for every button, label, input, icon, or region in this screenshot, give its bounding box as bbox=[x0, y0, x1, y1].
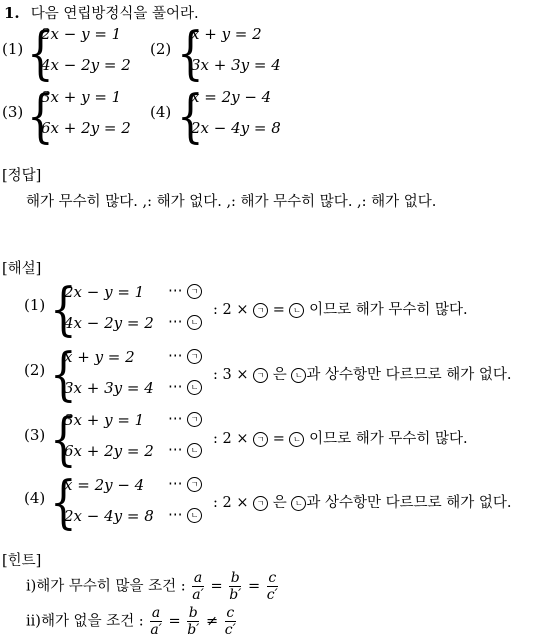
equation: x = 2y − 4 bbox=[191, 88, 272, 106]
brace: { bbox=[50, 406, 77, 473]
circle-giyeok-icon: ㄱ bbox=[187, 412, 202, 427]
circle-giyeok-icon: ㄱ bbox=[187, 477, 202, 492]
fraction: $\frac{b}{b'}$ bbox=[187, 605, 200, 638]
problem-instruction: 다음 연립방정식을 풀어라. bbox=[30, 6, 199, 22]
operator: ≠ bbox=[205, 613, 219, 630]
hint-text: 해가 없을 조건 : bbox=[40, 613, 144, 630]
reasoning: : 2 × ㄱ 은 ㄴ 과 상수항만 다르므로 해가 없다. bbox=[213, 495, 512, 511]
equation: 2x − 4y = 8 bbox=[64, 507, 154, 525]
equation: 2x − 4y = 8 bbox=[191, 119, 281, 137]
item-label: (3) bbox=[24, 426, 46, 444]
answer-heading: [정답] bbox=[2, 168, 42, 184]
circle-nieun-icon: ㄴ bbox=[187, 380, 202, 395]
circle-giyeok-icon: ㄱ bbox=[253, 368, 268, 383]
circle-giyeok-icon: ㄱ bbox=[253, 303, 268, 318]
item-label: (4) bbox=[24, 489, 46, 507]
hint-marker: ⅰ) bbox=[26, 578, 37, 595]
circle-nieun-icon: ㄴ bbox=[289, 303, 304, 318]
equation: 6x + 2y = 2 bbox=[64, 442, 154, 460]
item-label: (1) bbox=[24, 296, 46, 314]
equation: x + y = 2 bbox=[64, 348, 135, 366]
equation-tag-1: ⋯ ㄱ bbox=[168, 411, 202, 427]
equation: 2x − y = 1 bbox=[41, 25, 122, 43]
fraction: $\frac{a}{a'}$ bbox=[192, 570, 204, 603]
equation-tag-2: ⋯ ㄴ bbox=[168, 507, 202, 523]
hint-line-2 bbox=[26, 605, 238, 638]
equation-tag-2: ⋯ ㄴ bbox=[168, 442, 202, 458]
equation-tag-1: ⋯ ㄱ bbox=[168, 476, 202, 492]
fraction: $\frac{a}{a'}$ bbox=[150, 605, 162, 638]
equation: x + y = 2 bbox=[191, 25, 262, 43]
system-label: (1) bbox=[2, 40, 24, 58]
equation: 3x + 3y = 4 bbox=[191, 56, 281, 74]
reasoning: : 3 × ㄱ 은 ㄴ 과 상수항만 다르므로 해가 없다. bbox=[213, 367, 512, 383]
equation: 4x − 2y = 2 bbox=[41, 56, 131, 74]
fraction: $\frac{b}{b'}$ bbox=[229, 570, 242, 603]
reasoning: : 2 × ㄱ = ㄴ 이므로 해가 무수히 많다. bbox=[213, 431, 468, 447]
brace: { bbox=[27, 20, 54, 87]
brace: { bbox=[177, 20, 204, 87]
problem-number: 1. bbox=[4, 4, 20, 22]
item-label: (2) bbox=[24, 361, 46, 379]
circle-giyeok-icon: ㄱ bbox=[253, 432, 268, 447]
system-label: (3) bbox=[2, 103, 24, 121]
brace: { bbox=[27, 83, 54, 150]
operator: = bbox=[168, 613, 181, 630]
equation: 4x − 2y = 2 bbox=[64, 314, 154, 332]
hint-marker: ⅱ) bbox=[26, 613, 41, 630]
circle-nieun-icon: ㄴ bbox=[291, 496, 306, 511]
circle-nieun-icon: ㄴ bbox=[187, 508, 202, 523]
circle-nieun-icon: ㄴ bbox=[291, 368, 306, 383]
system-label: (4) bbox=[150, 103, 172, 121]
equation-tag-1: ⋯ ㄱ bbox=[168, 348, 202, 364]
answer-text: 해가 무수히 많다. ,: 해가 없다. ,: 해가 무수히 많다. ,: 해가 없다. bbox=[26, 194, 437, 210]
reasoning: : 2 × ㄱ = ㄴ 이므로 해가 무수히 많다. bbox=[213, 302, 468, 318]
circle-nieun-icon: ㄴ bbox=[187, 315, 202, 330]
operator: = bbox=[210, 578, 223, 595]
equation: 3x + y = 1 bbox=[64, 411, 145, 429]
equation: 2x − y = 1 bbox=[64, 283, 145, 301]
circle-giyeok-icon: ㄱ bbox=[187, 349, 202, 364]
fraction: $\frac{c}{c'}$ bbox=[266, 570, 278, 603]
circle-nieun-icon: ㄴ bbox=[187, 443, 202, 458]
equation: 6x + 2y = 2 bbox=[41, 119, 131, 137]
circle-nieun-icon: ㄴ bbox=[289, 432, 304, 447]
hint-heading: [힌트] bbox=[2, 553, 42, 569]
fraction: $\frac{c}{c'}$ bbox=[224, 605, 236, 638]
equation-tag-1: ⋯ ㄱ bbox=[168, 283, 202, 299]
equation: x = 2y − 4 bbox=[64, 476, 145, 494]
brace: { bbox=[50, 276, 77, 343]
equation-tag-2: ⋯ ㄴ bbox=[168, 379, 202, 395]
brace: { bbox=[50, 469, 77, 536]
system-label: (2) bbox=[150, 40, 172, 58]
equation: 3x + 3y = 4 bbox=[64, 379, 154, 397]
operator: = bbox=[247, 578, 261, 595]
explanation-heading: [해설] bbox=[2, 261, 42, 277]
hint-line-1 bbox=[26, 570, 280, 603]
equation-tag-2: ⋯ ㄴ bbox=[168, 314, 202, 330]
brace: { bbox=[177, 83, 204, 150]
hint-text: 해가 무수히 많을 조건 : bbox=[36, 578, 186, 595]
circle-giyeok-icon: ㄱ bbox=[187, 284, 202, 299]
brace: { bbox=[50, 341, 77, 408]
equation: 3x + y = 1 bbox=[41, 88, 122, 106]
circle-giyeok-icon: ㄱ bbox=[253, 496, 268, 511]
